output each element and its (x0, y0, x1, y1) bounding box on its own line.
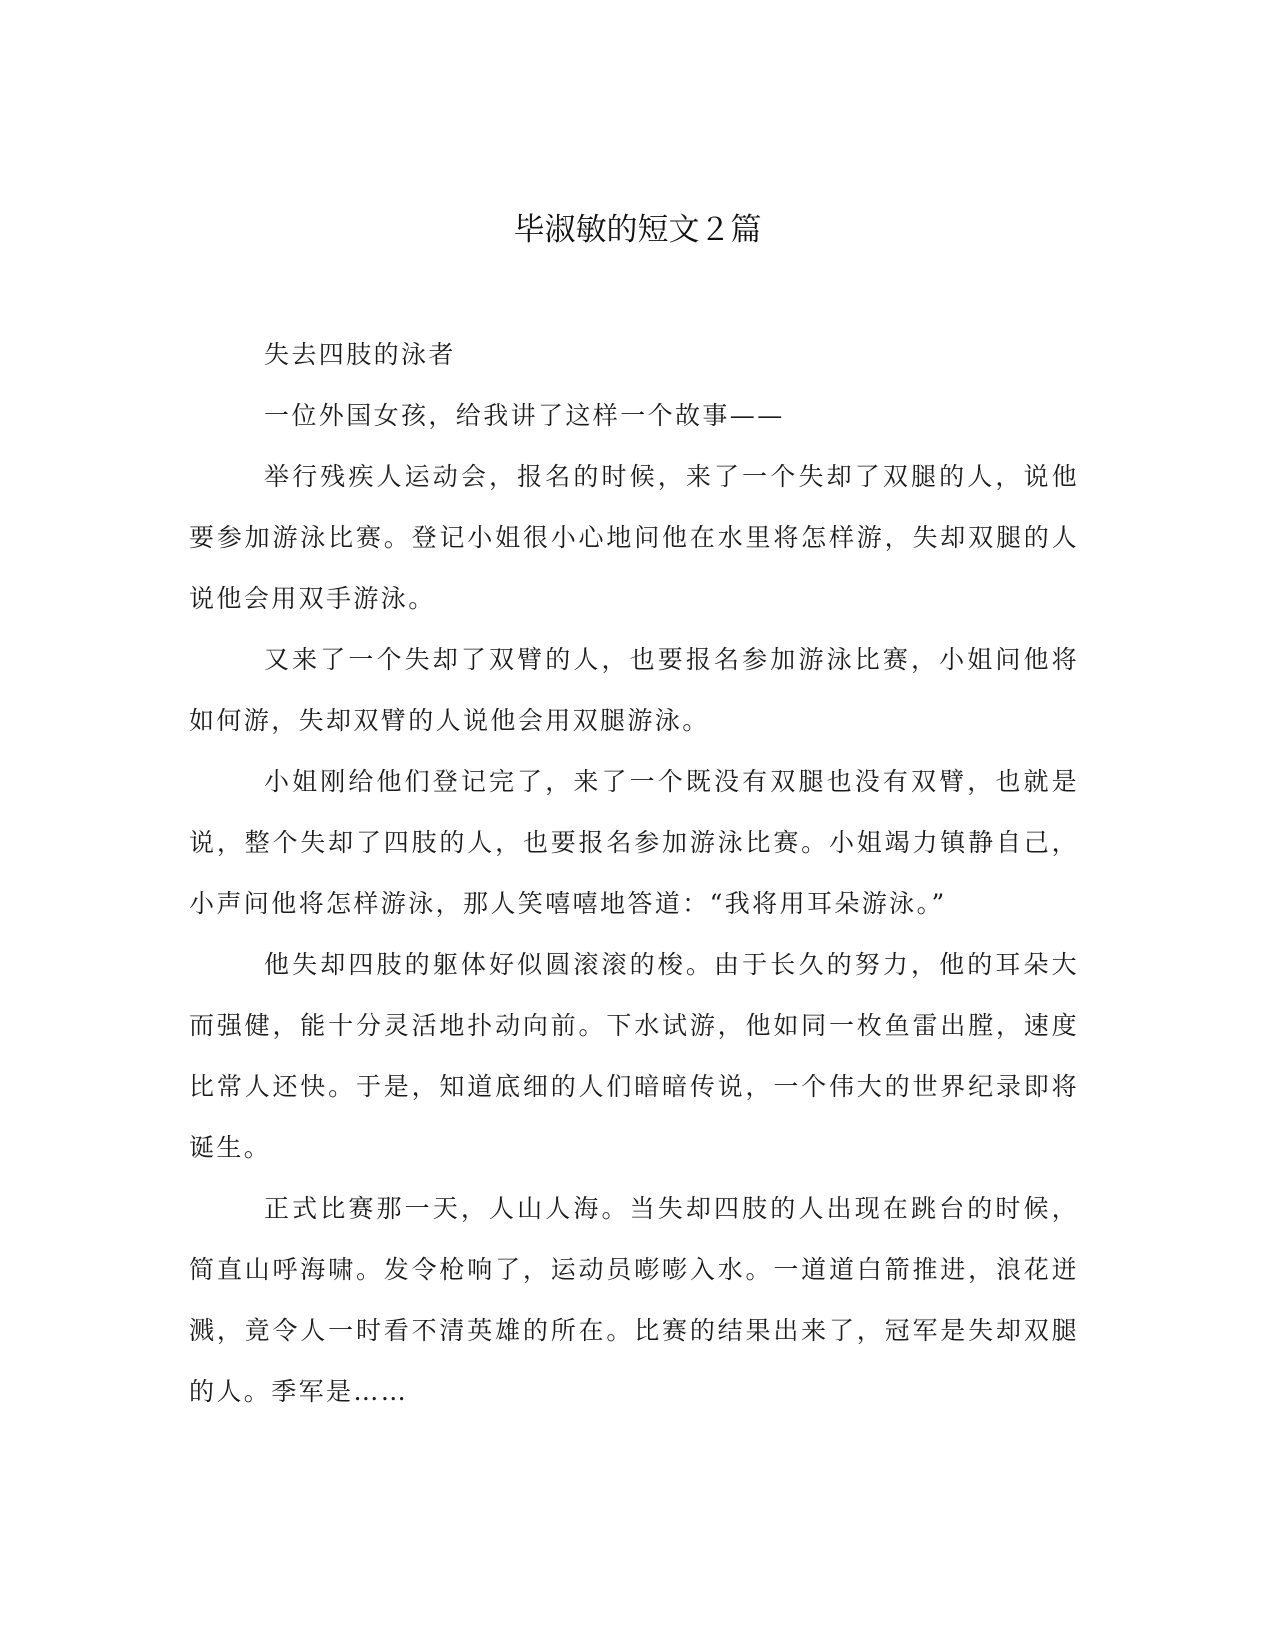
subtitle-paragraph: 失去四肢的泳者 (264, 340, 456, 369)
document-title: 毕淑敏的短文２篇 (513, 212, 762, 248)
body-paragraph: 一位外国女孩，给我讲了这样一个故事—— (264, 401, 785, 430)
body-paragraph: 他失却四肢的躯体好似圆滚滚的梭。由于长久的努力，他的耳朵大而强健，能十分灵活地扑动向前。下水试游，他如同一枚鱼雷出膛，速度比常人还快。于是，知道底细的人们暗暗传说，一个伟大的世界纪录即将诞生。 (189, 950, 1079, 1162)
body-paragraph: 小姐刚给他们登记完了，来了一个既没有双腿也没有双臂，也就是说，整个失却了四肢的人，也要报名参加游泳比赛。小姐竭力镇静自己，小声问他将怎样游泳，那人笑嘻嘻地答道：“我将用耳朵游泳。” (189, 767, 1079, 918)
body-paragraph: 又来了一个失却了双臂的人，也要报名参加游泳比赛，小姐问他将如何游，失却双臂的人说他会用双腿游泳。 (189, 645, 1079, 735)
document-body (189, 324, 1079, 1422)
body-paragraph: 举行残疾人运动会，报名的时候，来了一个失却了双腿的人，说他要参加游泳比赛。登记小姐很小心地问他在水里将怎样游，失却双腿的人说他会用双手游泳。 (189, 462, 1079, 613)
body-paragraph: 正式比赛那一天，人山人海。当失却四肢的人出现在跳台的时候，简直山呼海啸。发令枪响了，运动员嘭嘭入水。一道道白箭推进，浪花迸溅，竟令人一时看不清英雄的所在。比赛的结果出来了，冠军是失却双腿的人。季军是…… (189, 1194, 1079, 1406)
